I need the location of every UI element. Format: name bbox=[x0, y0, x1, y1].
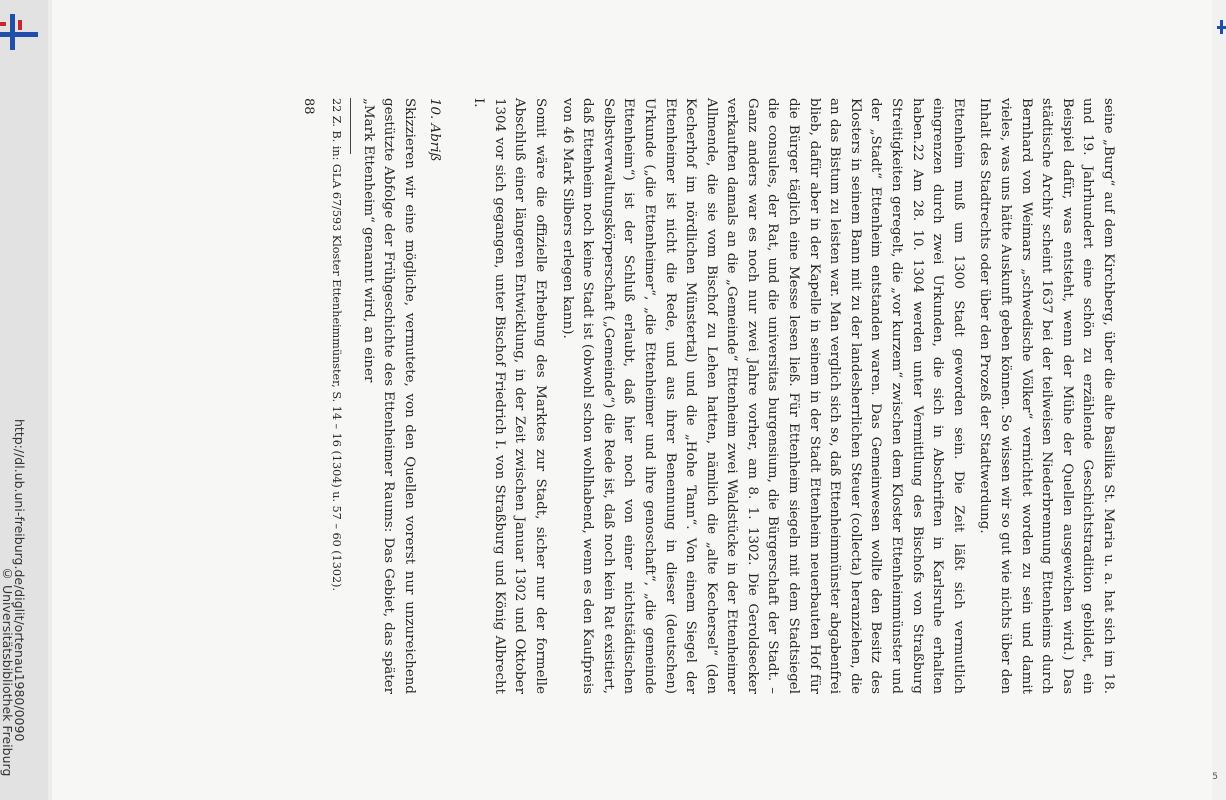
document-page bbox=[298, 98, 1118, 694]
section-paragraph: Skizzieren wir eine mögliche, vermutete, von den Quellen vorerst nur unzureichend gestützte Abfolge der Frühgeschichte des Ettenheimer Raums: Das Gebiet, das später „Mark Ettenheim“ genannt wird, an einer bbox=[360, 98, 417, 694]
viewer-digit: 5 bbox=[1212, 772, 1218, 782]
paragraph-1: seine „Burg“ auf dem Kirchberg, über die alte Basilika St. Maria u. a. hat sich im 18. und 19. Jahrhundert eine schön zu erzählende Geschichtstradition gebildet, ein Beispiel dafür, was entsteht, wenn der Mühe der Quellen ausgewichen wird.) Das städtische Archiv scheint 1637 bei der teilweisen Niederbrennung Ettenheims durch Bernhard von Weimars „schwedische Völker“ vernichtet worden zu sein und damit vieles, was uns hätte Auskunft geben können. So wissen wir so gut wie nichts über den Inhalt des Stadtrechts oder über den Prozeß der Stadtwerdung. bbox=[977, 98, 1116, 694]
viewer-right-strip bbox=[1212, 0, 1226, 800]
footnote: 22 Z. B. in: GLA 67/593 Kloster Ettenheimmünster, S. 14 – 16 (1304) u. 57 – 60 (1302). bbox=[330, 98, 344, 592]
page-number: 88 bbox=[301, 98, 317, 115]
paragraph-2: Ettenheim muß um 1300 Stadt geworden sein. Die Zeit läßt sich vermutlich eingrenzen durch zwei Urkunden, die sich in Abschriften in Karlsruhe erhalten haben.22 Am 28. 10. 1304 werden unter Vermittlung des Bischofs von Straßburg Streitigkeiten geregelt, die „vor kurzem“ zwischen dem Kloster Ettenheimmünster und der „Stadt“ Ettenheim entstanden waren. Das Gemeinwesen wollte den Besitz des Klosters in seinem Bann mit zu der landesherrlichen Steuer (collecta) heranziehen, die an das Bistum zu leisten war. Man verglich sich so, daß Ettenheimmünster abgabenfrei blieb, dafür aber in der Kapelle in seinem in der Stadt Ettenheim neuerbauten Hof für die Bürger täglich eine Messe lesen ließ. Für Ettenheim siegeln mit dem Stadtsiegel die consules, der Rat, und die universitas burgensium, die Bürgerschaft der Stadt. – Ganz anders war es noch nur zwei Jahre vorher, am 8. 1. 1302. Die Geroldsecker verkauften damals an die „Gemeinde“ Ettenheim zwei Waldstücke in der Ettenheimer Allmende, die sie vom Bischof zu Lehen hatten, nämlich die „alte Kechersel“ (den Kecherhof im nördlichen Münstertal) und die „Hohe Tann“. Von einem Siegel der Ettenheimer ist nicht die Rede, und aus ihrer Benennung in dieser (deutschen) Urkunde („die Ettenheimer“, „die Ettenheimer und ihre genoschaft“, „die gemeinde Ettenheim“) ist der Schluß erlaubt, daß hier noch von einer nichtstädtischen Selbstverwaltungskörperschaft („Gemeinde“) die Rede ist, daß noch kein Rat existiert, daß Ettenheim noch keine Stadt ist (obwohl schon wohlhabend, wenn es den Kaufpreis von 46 Mark Silbers erlegen kann). bbox=[559, 98, 966, 694]
paragraph-3: Somit wäre die offizielle Erhebung des Marktes zur Stadt, sicher nur der formelle Abschluß einer längeren Entwicklung, in der Zeit zwischen Januar 1302 und Oktober 1304 vor sich gegangen, unter Bischof Friedrich I. von Straßburg und König Albrecht I. bbox=[471, 98, 548, 694]
library-logo-icon bbox=[0, 8, 40, 52]
source-url[interactable]: http://dl.ub.uni-freiburg.de/diglit/ortenau1980/0090 bbox=[12, 419, 27, 742]
page-edge bbox=[48, 0, 52, 800]
viewer-marker-icon bbox=[1216, 18, 1226, 38]
section-heading: 10. Abriß bbox=[426, 98, 442, 162]
footnote-rule bbox=[350, 98, 351, 154]
copyright-notice: © Universitätsbibliothek Freiburg bbox=[0, 566, 15, 777]
